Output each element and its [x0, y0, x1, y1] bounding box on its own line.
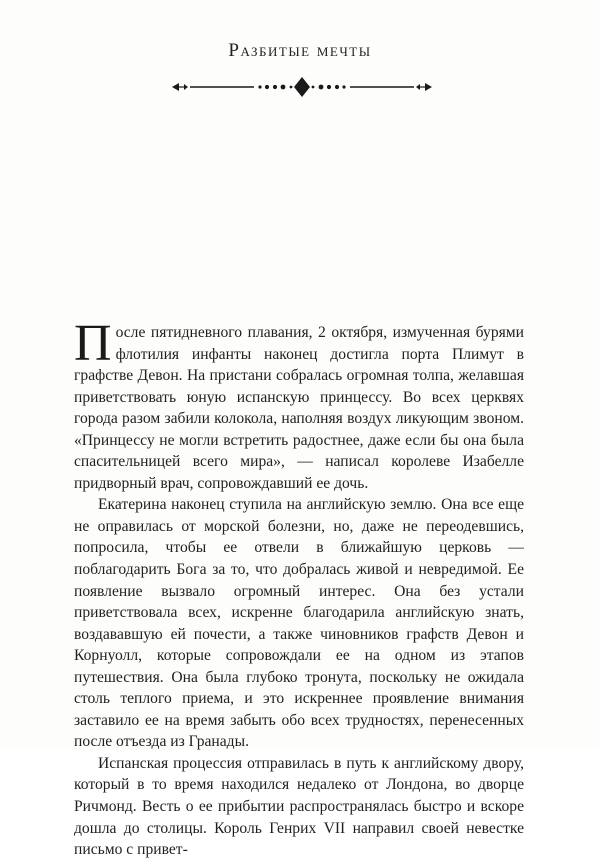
chapter-body-text	[74, 315, 524, 861]
title-ornament-divider	[170, 76, 434, 98]
paragraph-2: Екатерина наконец ступила на английскую землю. Она все еще не оправилась от морской болезни, но, даже не переодевшись, попросила, чтобы ее отвели в ближайшую церковь — поблагодарить Бога за то, что добралась живой и невредимой. Ее появление вызвало огромный интерес. Она без устали приветствовала всех, искренне благодарила английскую знать, воздававшую ей почести, а также чиновников графств Девон и Корнуолл, которые сопровождали ее на одном из этапов путешествия. Она была глубоко тронута, поскольку не ожидала столь теплого приема, и это искреннее проявление внимания заставило ее на время забыть обо всех трудностях, перенесенных после отъезда из Гранады.	[74, 496, 524, 751]
chapter-title: Разбитые мечты	[228, 40, 372, 61]
drop-cap-letter: П	[74, 315, 112, 372]
paragraph-1-text: осле пятидневного плавания, 2 октября, измученная бурями флотилия инфанты наконец достигла порта Плимут в графстве Девон. На пристани собралась огромная толпа, желавшая приветствовать юную испанскую принцессу. Во всех церквях города разом забили колокола, наполняя воздух ликующим звоном. «Принцессу не могли встретить радостнее, даже если бы она была спасительницей всего мира», — написал королеве Изабелле придворный врач, сопровождавший ее дочь.	[74, 324, 524, 492]
paragraph-3: Испанская процессия отправилась в путь к английскому двору, который в то время находился недалеко от Лондона, во дворце Ричмонд. Весть о ее прибытии распространялась быстро и вскоре дошла до столицы. Король Генрих VII направил своей невестке письмо с привет-	[74, 754, 524, 859]
paragraph-1	[74, 315, 524, 494]
